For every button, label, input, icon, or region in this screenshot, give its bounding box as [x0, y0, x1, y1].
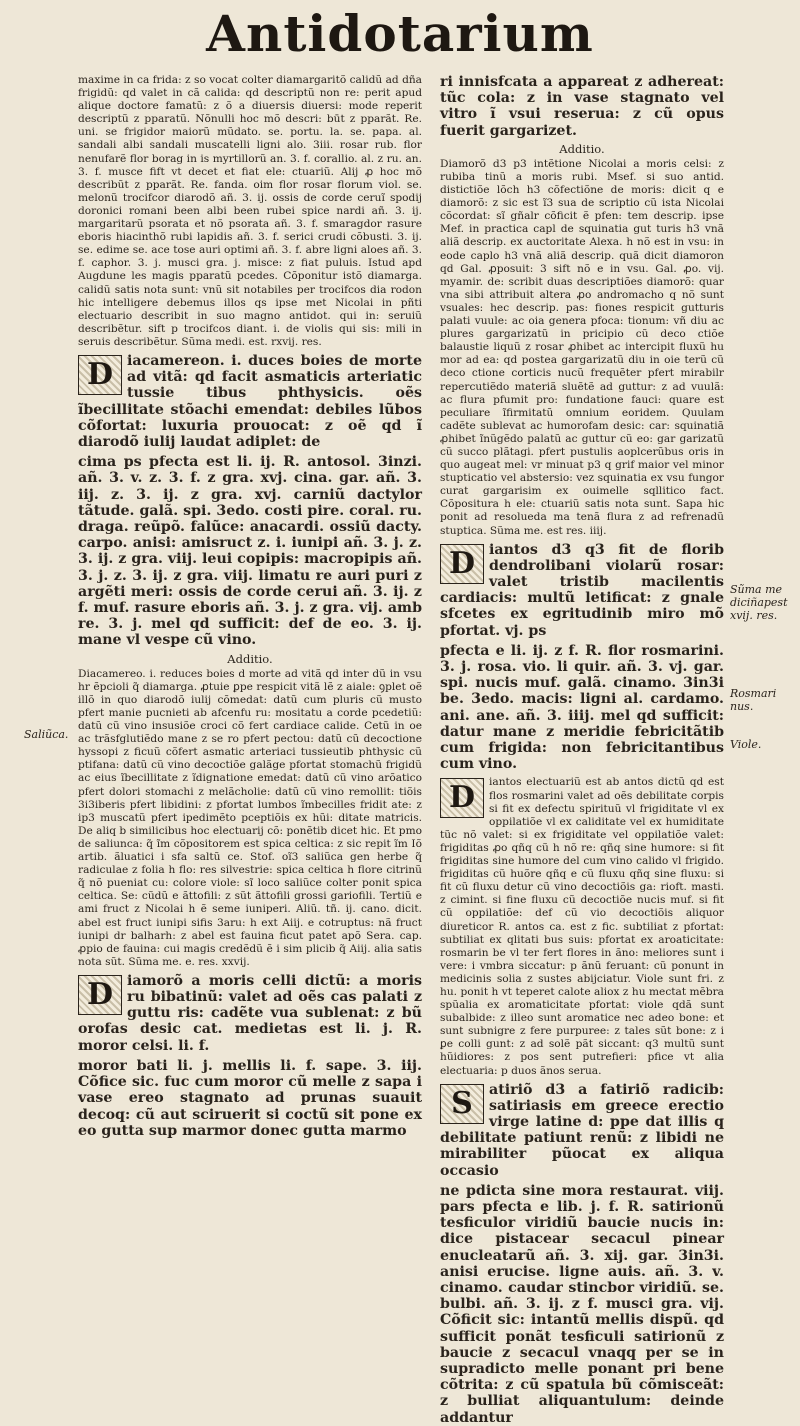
paragraph: ri innisfcata a appareat z adhereat: tũc cola: z in vase stagnato vel vitro ĩ vsui reserua: z cũ opus fuerit gargarizet.: [440, 74, 724, 139]
paragraph: cima ps pfecta est li. ij. R. antosol. 3inzi. añ. 3. v. z. 3. f. z gra. xvj. cina. gar. añ. 3. iij. z. 3. ij. z gra. xvj. carniũ dactylor tãtude. galã. spi. 3edo. costi pire. coral. ru. draga. reũpõ. falũce: anacardi. ossiũ dacty. carpo. anisi: amisruct z. i. iunipi añ. 3. j. z. 3. ij. z gra. viij. leui copipis: macropipis añ. 3. j. z. 3. ij. z gra. viij. limatu re auri puri z argẽti meri: ossis de corde cerui añ. 3. ij. z f. muf. rasure eboris añ. 3. j. z gra. vij. amb re. 3. j. mel qd sufficit: def de eo. 3. ij. mane vl vespe cũ vino.: [78, 454, 422, 649]
decorated-initial: [440, 544, 484, 584]
paragraph-lead: iamorõ a moris celli dictũ: a moris ru bibatinũ: valet ad oẽs cas palati z guttu ris: cadẽte vua sublenat: z bũ orofas desic cat. medietas est li. j. R. moror celsi. li. f.: [78, 972, 422, 1054]
paragraph-lead: iantos d3 q3 fit de florib dendrolibani violarũ rosar: valet tristib macilentis cardiacis: multũ letificat: z gnale sfcetes ex egritudinib miro mõ pfortat. vj. ps: [440, 541, 724, 639]
left-text-column: [78, 74, 422, 1199]
initial-letter: D: [448, 780, 475, 816]
section-heading: Additio.: [227, 651, 273, 666]
paragraph-lead: iacamereon. i. duces boies de morte ad vitã: qd facit asmaticis arteriatic tussie tibus phthysicis. oẽs ĩbecillitate stõachi emendat: debiles lũbos cõfortat: luxuria prouocat: z oẽ qd ĩ diarodõ iulij laudat adiplet: de: [78, 352, 422, 450]
initial-letter: S: [451, 1085, 473, 1121]
paragraph-lead: atiriõ d3 a fatiriõ radicib: satiriasis em greece erectio virge latine d: ppe dat illis q debilitate patiunt renũ: z libidi ne mirabiliter pũocat ex aliqua occasio: [440, 1081, 724, 1179]
paragraph: Diamorõ d3 p3 intẽtione Nicolai a moris celsi: z rubiba tinũ a moris rubi. Msef. si suo antid. distictiõe lõch h3 cõfectiõne de moris: dicit q e diamorõ: z sic est ĩ3 sua de scriptio cũ ista Nicolai cõcordat: sĩ gñalr cõficit ẽ pfen: tem descrip. ipse Mef. in practica capl de squinatia gut turis h3 vnã aliã descrip. ex auctoritate Alexa. h nõ est in vsu: in eode caplo h3 vnã aliã descrip. quã dicit diamoron qd Gal. ꝓposuit: 3 sift nõ e in vsu. Gal. ꝓo. vij. myamir. de: scribit duas descriptiões diamorõ: quar vna sibi attribuit altera ꝓo andromacho q nõ sunt vsuales: hec descrip. pas: fiones respicit gutturis palati vuule: ac oia genera pfoca: tionum: vñ diu ac plures gargarizatũ in pricipio cũ deco ctiõe balaustie liquũ z rosar ꝓhibet ac intercipit fluxũ hu mor ad ea: qd postea gargarizatũ diu in oie terũ cũ deco ctione corticis nucũ frequẽter pfert mirabilr repercutiẽdo materiã sluẽtẽ ad guttur: z ad vuulã: ac flura pfumit pro: fundatione fauci: quare est peculiare ĩfirmitatũ omnium eoridem. Quulam cadẽte sublevat ac humorofam desic: car: squinatiã ꝓhibet ĩnũgẽdo palatũ ac guttur cũ eo: gar garizatũ cũ succo plãtagi. pfert pustulis aoplcerũbus oris in quo augeat mel: vr minuat p3 q grif maior vel minor stupticatio vel abstersio: vez squinatia ex vsu fungor curat gargarisim ex ouimelle sqllitico fact. Cõpositura h ele: ctuariũ satis nota sunt. Sapa hic ponit ad resolueda ma tenã flura z ad refrenadũ stuptica. Sũma me. est res. iiij.: [440, 157, 724, 537]
decorated-initial: [78, 975, 122, 1015]
paragraph: ne pdicta sine mora restaurat. viij. pars pfecta e lib. j. f. R. satirionũ tesficulor viridiũ baucie nucis in: dice pistacear secacul pinear enucleatarũ añ. 3. xij. gar. 3in3i. anisi erucise. ligne auis. añ. 3. v. cinamo. caudar stincbor viridiũ. se. bulbi. añ. 3. ij. z f. musci gra. vij. Cõficit sic: intantũ mellis dispũ. qd sufficit ponãt tesficuli satirionũ z baucie z secacul vnaqq per se in supradicto melle ponant pri bene cõtrita: z cũ spatula bũ cõmisceãt: z bulliat aliquantulum: deinde addantur: [440, 1182, 724, 1426]
decorated-initial: [440, 1084, 484, 1124]
margin-note-viole: Viole.: [730, 738, 762, 751]
decorated-initial: [78, 355, 122, 395]
margin-note-summa: Sũma me diciñapest xvij. res.: [730, 583, 788, 622]
right-text-column: [440, 74, 724, 1426]
paragraph: maxime in ca frida: z so vocat colter diamargaritõ calidũ ad dña frigidũ: qd valet in cã calida: qd descriptũ non re: perit apud alique doctore famatũ: z õ a diuersis diuersi: mode reperit descriptũ z pparatũ. Nõnulli hoc mõ descri: būt z pparãt. Re. uni. se frigidor maiorũ mũdato. se. portu. la. se. papa. al. sandali albi sandali muscatelli ligni alo. 3iii. rosar rub. flor nenufarẽ flor borag in is myrtillorũ an. 3. f. corallio. al. z ru. an. 3. f. musce fift vt decet et fiat ele: ctuariũ. Alij ꝓ hoc mõ describũt z pparãt. Re. fanda. oim flor rosar florum viol. se. melonũ trocifcor diarodõ añ. 3. ij. ossis de corde ceruĩ spodij doronici romani been albi been rubei spice nardi añ. 3. ij. margaritarũ psorata et nõ psorata añ. 3. f. smaragdor rasure eboris hiacinthõ rubi lapidis añ. 3. f. serici crudi cõbusti. 3. ij. se. edime se. ace tose auri optimi añ. 3. f. abre ligni aloes añ. 3. f. caphor. 3. j. musci gra. j. misce: z fiat puluis. Istud apd Augdune les magis pparatũ pcedes. Cõponitur istõ diamarga. calidũ satis nota sunt: vnũ sit notabiles per trocifcos dia rodon hic intelligere debemus illos qs ipse met Nicolai in pñti electuario describit in suo magno antidot. qui in: seruiũ describẽtur. sift p trocifcos diant. i. de violis qui sis: mili in seruis describẽtur. Sũma medi. est. rxvij. res.: [78, 74, 422, 348]
margin-note-saliunca: Saliũca.: [24, 728, 69, 741]
paragraph: pfecta e li. ij. z f. R. flor rosmarini. 3. j. rosa. vio. li quir. añ. 3. vj. gar. spi. nucis muf. galã. cinamo. 3in3i be. 3edo. macis: ligni al. cardamo. ani. ane. añ. 3. iiij. mel qd sufficit: datur mane z meridie febricitãtib cum frigida: non febricitantibus cum vino.: [440, 642, 724, 773]
page-header: [0, 2, 800, 70]
paragraph: Diacamereo. i. reduces boies d morte ad vitã qd inter dũ in vsu hr ẽpcioli q̃ diamarga. ꝓtuie ꝑpe respicit vitã lẽ z aiale: ꝯplet oẽ illõ in quo diarodõ iulij cõmedat: datũ cum pluris cũ musto pfert manie pucnieti ab afcenfu ru: mositatu a corde pcedetiũ: datũ cũ vino insusiõe croci cõ fert cardiace calide. Cetũ in oe ac trãsfglutiẽdo mane z se ro pfert pectou: datũ cũ decoctione hyssopi z ficuũ cõfert asmatic arteriaci tussieutib phthysic cũ ptifana: datũ cũ vino decoctiõe galãge pfortat stomachũ frigidũ ac eius ĩbecillitate z ĩdignatione emedat: datũ cũ vino arõatico pfert dolori stomachi z melãcholie: datũ cũ vino remollit: tiõis 3i3iberis pfert libidini: z pfortat lumbos ĩmbecilles fridit ate: z ip3 muscatũ pfert ipedimẽto pceptiõis ex hũi: ditate matricis. De aliq b similicibus hoc electuarij cõ: ponẽtib dicet hic. Et pmo de saliunca: q̃ ĩm cõpositorem est spica celtica: z sic repit ĩm Iõ artib. ãluatici i sfa saltũ ce. Stof. oĩ3 saliũca gen herbe q̃ radiculae z folia h flo: res silvestrie: spica celtica h flore citrinũ q̃ nõ pueniat cu: colore viole: sĩ loco saliũce colter ponit spica celtica. Se: cũdũ e ãttofili: z sũt ãttofili grossi gariofili. Tertiũ e ami fruct z Nicolai h ẽ seme iuniperi. Aliũ. tñ. ij. cano. dicit. abel est fruct iunipi sifis 3aru: h ext Aiij. e cotruptus: nã fruct iunipi dr balharh: z abel est fauina ficut patet apõ Sera. cap. ꝓpio de fauina: cui magis credẽdũ ẽ i sim plicib q̃ Aiij. alia satis nota sũt. Sũma me. e. res. xxvij.: [78, 667, 422, 968]
initial-letter: D: [448, 545, 475, 581]
section-heading: Additio.: [559, 141, 605, 156]
paragraph: moror bati li. j. mellis li. f. sape. 3. iij. Cõfice sic. fuc cum moror cũ melle z sapa i vase ereo stagnato ad prunas suauit decoq: cũ aut sciruerit si coctũ sit pone ex eo gutta sup marmor donec gutta marmo: [78, 1057, 422, 1139]
page-title: Antidotarium: [206, 4, 594, 63]
paragraph: iantos electuariũ est ab antos dictũ qd est flos rosmarini valet ad oẽs debilitate corpis si fit ex defectu spirituũ vl frigiditate vl ex oppilatiõe vl ex caliditate vel ex humiditate tũc nõ valet: si ex frigiditate vel oppilatiõe valet: frigiditas ꝓo qñq cũ h nõ re: qñq sine humore: si fit frigiditas sine humore del cum vino calido vl frigido. frigiditas cũ huõre qñq e cũ fluxu qñq sine fluxu: si fit cũ fluxu detur cũ vino decoctiõis ga: rioft. masti. z cimint. si fine fluxu cũ decoctiõe nucis muf. si fit cũ oppilatiõe: def cũ vio decoctiõis aliquor diureticor R. antos ca. est z fic. subtiliat z pfortat: subtiliat ex qlitati bus suis: pfortat ex aroaticitate: rosmarin be vl ter fert flores in ãno: meliores sunt i vere: i vmbra siccatur: p ãnũ feruant: cũ ponunt in medicinis solia z sustes abijciatur. Viole sunt fri. z hu. ponit h vt teperet calote aliox z hu mectat mẽbra spũalia ex aromaticitate pfortat: viole qdã sunt subalbide: z illeo sunt aromatice nec adeo bone: et sunt subnigre z fere purpuree: z tales sũt bone: z i ꝑe colli gunt: z ad solẽ pãt siccant: q3 multũ sunt hũidiores: z pos sent putrefieri: pfice vt alia electuaria: p duos ãnos serua.: [440, 776, 724, 1077]
initial-letter: D: [86, 976, 113, 1012]
margin-note-rosmarinus: Rosmari nus.: [730, 687, 777, 713]
initial-letter: D: [86, 356, 113, 392]
decorated-initial: [440, 778, 484, 818]
